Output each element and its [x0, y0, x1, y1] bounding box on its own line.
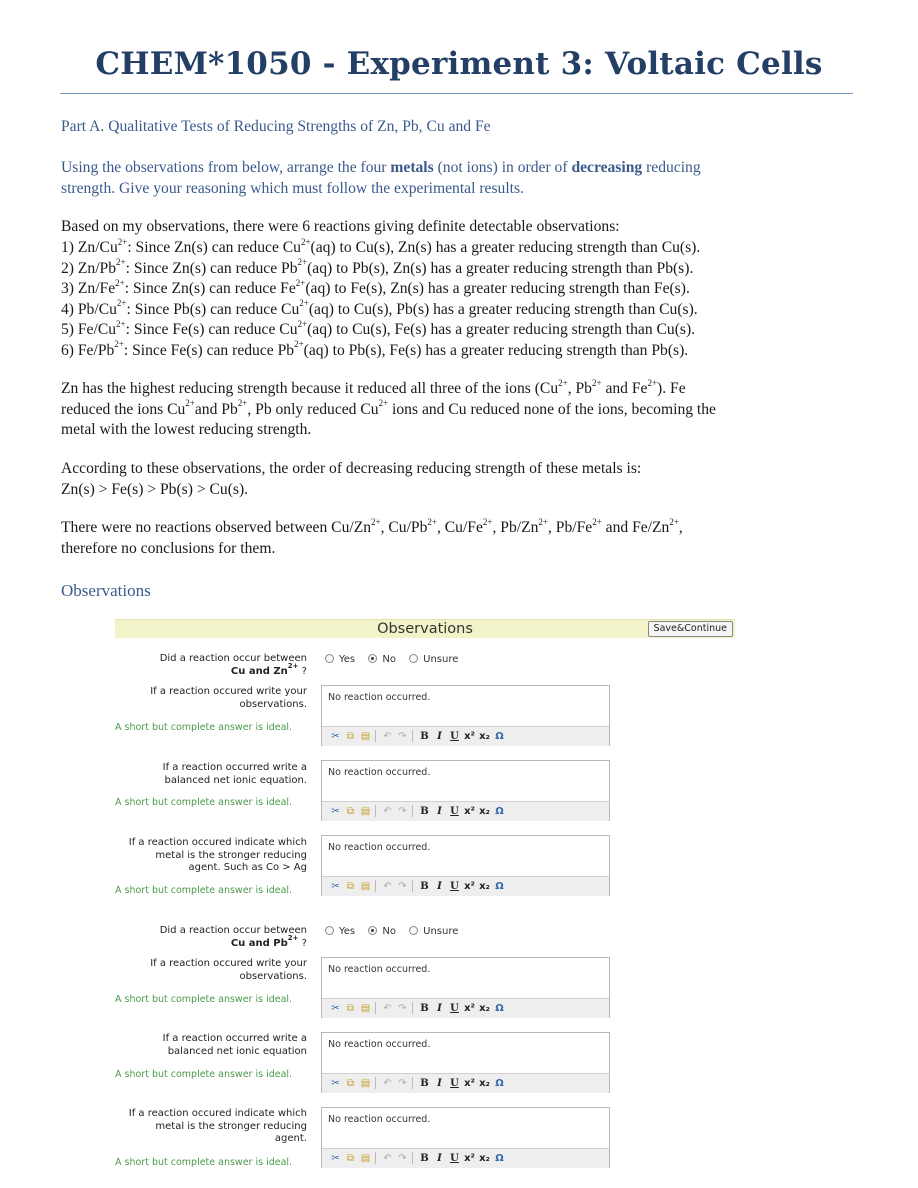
editor-text-area[interactable]: No reaction occurred.	[328, 964, 431, 975]
radio-unsure[interactable]: Unsure	[409, 654, 458, 665]
reaction-line-6: 6) $Fe/Pb^{2+}$: Since Fe(s) can reduce $Pb^{2+}(aq)$ to Pb(s), Fe(s) has a greater reducing strength than Pb(s).	[61, 339, 689, 359]
paste-icon[interactable]: ▤	[360, 731, 371, 742]
editor-toolbar	[322, 876, 609, 896]
special-character-icon[interactable]: Ω	[495, 731, 504, 742]
cut-icon[interactable]: ✂	[331, 731, 340, 742]
question-equation-cu-zn: If a reaction occurred write a balanced net ionic equation.	[162, 762, 307, 786]
reaction-line-3: 3) $Zn/Fe^{2+}$: Since Zn(s) can reduce $Fe^{2+}(aq)$ to Fe(s), Zn(s) has a greater reducing strength than Fe(s).	[61, 277, 690, 297]
editor-text-area[interactable]: No reaction occurred.	[328, 1039, 431, 1050]
save-continue-button[interactable]: Save&Continue	[648, 621, 733, 637]
bold-icon[interactable]: B	[420, 806, 429, 817]
editor-text-area[interactable]: No reaction occurred.	[328, 692, 431, 703]
subscript-icon[interactable]: x₂	[479, 806, 490, 817]
subscript-icon[interactable]: x₂	[479, 1003, 490, 1014]
reaction-line-5: 5) $Fe/Cu^{2+}$: Since Fe(s) can reduce $Cu^{2+}(aq)$ to Cu(s), Fe(s) has a greater reducing strength than Cu(s).	[61, 318, 696, 338]
widget-header-bar	[115, 619, 735, 638]
superscript-icon[interactable]: x²	[464, 881, 475, 892]
reaction-radio-group-cu-zn	[325, 654, 468, 665]
instruction-line-2: strength. Give your reasoning which must follow the experimental results.	[61, 180, 524, 197]
zn-paragraph-line-2: reduced the ions $Cu^{2+}and$ $Pb^{2+}$, Pb only reduced $Cu^{2+}$ ions and Cu reduced none of the ions, becoming the	[61, 398, 716, 418]
copy-icon[interactable]: ⧉	[346, 1078, 355, 1089]
observations-heading: Observations	[61, 581, 151, 600]
paste-icon[interactable]: ▤	[360, 1153, 371, 1164]
radio-yes[interactable]: Yes	[325, 654, 355, 665]
copy-icon[interactable]: ⧉	[346, 1153, 355, 1164]
bold-icon[interactable]: B	[420, 1003, 429, 1014]
widget-title: Observations	[377, 621, 473, 637]
special-character-icon[interactable]: Ω	[495, 881, 504, 892]
radio-yes-circle[interactable]	[325, 926, 334, 935]
copy-icon[interactable]: ⧉	[346, 881, 355, 892]
title-divider	[60, 93, 853, 94]
question-observations-cu-pb: If a reaction occured write your observations.	[150, 958, 307, 982]
cut-icon[interactable]: ✂	[331, 806, 340, 817]
radio-yes[interactable]: Yes	[325, 926, 355, 937]
paste-icon[interactable]: ▤	[360, 1003, 371, 1014]
question-equation-cu-pb: If a reaction occurred write a balanced net ionic equation	[162, 1033, 307, 1057]
answer-hint: A short but complete answer is ideal.	[115, 885, 293, 896]
observations-widget	[115, 619, 735, 1179]
redo-icon[interactable]: ↷	[398, 731, 407, 742]
editor-toolbar	[322, 1148, 609, 1168]
editor-text-area[interactable]: No reaction occurred.	[328, 767, 431, 778]
radio-no[interactable]: No	[368, 926, 396, 937]
cut-icon[interactable]: ✂	[331, 1003, 340, 1014]
radio-unsure-circle[interactable]	[409, 926, 418, 935]
radio-no-circle[interactable]	[368, 654, 377, 663]
italic-icon[interactable]: I	[437, 1003, 442, 1014]
special-character-icon[interactable]: Ω	[495, 1153, 504, 1164]
observations-intro: Based on my observations, there were 6 reactions giving definite detectable observations:	[61, 218, 620, 235]
part-a-heading: Part A. Qualitative Tests of Reducing Strengths of Zn, Pb, Cu and Fe	[61, 118, 491, 135]
answer-hint: A short but complete answer is ideal.	[115, 994, 293, 1005]
paste-icon[interactable]: ▤	[360, 806, 371, 817]
undo-icon[interactable]: ↶	[383, 731, 392, 742]
radio-unsure[interactable]: Unsure	[409, 926, 458, 937]
redo-icon[interactable]: ↷	[398, 1003, 407, 1014]
reaction-radio-group-cu-pb	[325, 926, 468, 937]
reaction-line-4: 4) $Pb/Cu^{2+}$: Since Pb(s) can reduce $Cu^{2+}(aq)$ to Cu(s), Pb(s) has a greater reducing strength than Cu(s).	[61, 298, 698, 318]
editor-text-area[interactable]: No reaction occurred.	[328, 842, 431, 853]
agent-editor-cu-pb[interactable]	[321, 1107, 610, 1168]
cut-icon[interactable]: ✂	[331, 1153, 340, 1164]
italic-icon[interactable]: I	[437, 1153, 442, 1164]
cut-icon[interactable]: ✂	[331, 881, 340, 892]
question-agent-cu-pb: If a reaction occured indicate which metal is the stronger reducing agent.	[128, 1108, 307, 1144]
undo-icon[interactable]: ↶	[383, 881, 392, 892]
underline-icon[interactable]: U	[450, 1153, 459, 1164]
reaction-line-1: 1) $Zn/Cu^{2+}$: Since Zn(s) can reduce $Cu^{2+}(aq)$ to Cu(s), Zn(s) has a greater reducing strength than Cu(s).	[61, 236, 701, 256]
copy-icon[interactable]: ⧉	[346, 1003, 355, 1014]
question-observations-cu-zn: If a reaction occured write your observations.	[150, 686, 307, 710]
copy-icon[interactable]: ⧉	[346, 731, 355, 742]
editor-toolbar	[322, 1073, 609, 1093]
subscript-icon[interactable]: x₂	[479, 881, 490, 892]
answer-hint: A short but complete answer is ideal.	[115, 1157, 293, 1168]
underline-icon[interactable]: U	[450, 806, 459, 817]
special-character-icon[interactable]: Ω	[495, 1078, 504, 1089]
zn-paragraph-line-3: metal with the lowest reducing strength.	[61, 421, 312, 438]
undo-icon[interactable]: ↶	[383, 1003, 392, 1014]
order-result: Zn(s) > Fe(s) > Pb(s) > Cu(s).	[61, 480, 249, 498]
paste-icon[interactable]: ▤	[360, 881, 371, 892]
radio-no[interactable]: No	[368, 654, 396, 665]
radio-yes-circle[interactable]	[325, 654, 334, 663]
redo-icon[interactable]: ↷	[398, 881, 407, 892]
superscript-icon[interactable]: x²	[464, 1078, 475, 1089]
redo-icon[interactable]: ↷	[398, 806, 407, 817]
equation-editor-cu-pb[interactable]	[321, 1032, 610, 1093]
radio-unsure-circle[interactable]	[409, 654, 418, 663]
page-title: CHEM*1050 - Experiment 3: Voltaic Cells	[95, 46, 823, 82]
special-character-icon[interactable]: Ω	[495, 806, 504, 817]
zn-paragraph-line-1: Zn has the highest reducing strength because it reduced all three of the ions ($Cu^{2+}$, $Pb^{2+}$ and $Fe^{2+}$). Fe	[61, 377, 686, 397]
italic-icon[interactable]: I	[437, 1078, 442, 1089]
editor-text-area[interactable]: No reaction occurred.	[328, 1114, 431, 1125]
editor-toolbar	[322, 801, 609, 821]
subscript-icon[interactable]: x₂	[479, 1078, 490, 1089]
question-reaction-cu-pb: Did a reaction occur between Cu and $Pb^{2+}$ ?	[159, 925, 307, 949]
underline-icon[interactable]: U	[450, 881, 459, 892]
bold-icon[interactable]: B	[420, 731, 429, 742]
bold-icon[interactable]: B	[420, 881, 429, 892]
editor-toolbar	[322, 726, 609, 746]
subscript-icon[interactable]: x₂	[479, 1153, 490, 1164]
agent-editor-cu-zn[interactable]	[321, 835, 610, 896]
observations-editor-cu-pb[interactable]	[321, 957, 610, 1018]
question-agent-cu-zn: If a reaction occured indicate which metal is the stronger reducing agent. Such as Co > Ag	[128, 837, 307, 873]
underline-icon[interactable]: U	[450, 1003, 459, 1014]
underline-icon[interactable]: U	[450, 731, 459, 742]
reaction-line-2: 2) $Zn/Pb^{2+}$: Since Zn(s) can reduce $Pb^{2+}(aq)$ to Pb(s), Zn(s) has a greater reducing strength than Pb(s).	[61, 257, 694, 277]
equation-editor-cu-zn[interactable]	[321, 760, 610, 821]
redo-icon[interactable]: ↷	[398, 1078, 407, 1089]
cut-icon[interactable]: ✂	[331, 1078, 340, 1089]
undo-icon[interactable]: ↶	[383, 1153, 392, 1164]
question-reaction-cu-zn: Did a reaction occur between Cu and $Zn^{2+}$ ?	[159, 653, 307, 677]
superscript-icon[interactable]: x²	[464, 806, 475, 817]
radio-no-circle[interactable]	[368, 926, 377, 935]
redo-icon[interactable]: ↷	[398, 1153, 407, 1164]
order-intro: According to these observations, the order of decreasing reducing strength of these metals is:	[61, 460, 642, 477]
paste-icon[interactable]: ▤	[360, 1078, 371, 1089]
answer-hint: A short but complete answer is ideal.	[115, 1069, 293, 1080]
subscript-icon[interactable]: x₂	[479, 731, 490, 742]
italic-icon[interactable]: I	[437, 806, 442, 817]
italic-icon[interactable]: I	[437, 731, 442, 742]
no-reactions-line-2: therefore no conclusions for them.	[61, 539, 276, 557]
bold-icon[interactable]: B	[420, 1078, 429, 1089]
editor-toolbar	[322, 998, 609, 1018]
copy-icon[interactable]: ⧉	[346, 806, 355, 817]
observations-editor-cu-zn[interactable]	[321, 685, 610, 746]
superscript-icon[interactable]: x²	[464, 1003, 475, 1014]
answer-hint: A short but complete answer is ideal.	[115, 722, 293, 733]
underline-icon[interactable]: U	[450, 1078, 459, 1089]
superscript-icon[interactable]: x²	[464, 1153, 475, 1164]
undo-icon[interactable]: ↶	[383, 806, 392, 817]
no-reactions-line-1: There were no reactions observed between $Cu/Zn^{2+}$, $Cu/Pb^{2+}$, $Cu/Fe^{2+}$, $Pb/Zn^{2+}$, $Pb/Fe^{2+}$ and $Fe/Zn^{2+}$,	[61, 516, 683, 536]
italic-icon[interactable]: I	[437, 881, 442, 892]
special-character-icon[interactable]: Ω	[495, 1003, 504, 1014]
bold-icon[interactable]: B	[420, 1153, 429, 1164]
answer-hint: A short but complete answer is ideal.	[115, 797, 293, 808]
instruction-line-1: Using the observations from below, arrange the four metals (not ions) in order of decreasing reducing	[61, 159, 701, 176]
superscript-icon[interactable]: x²	[464, 731, 475, 742]
undo-icon[interactable]: ↶	[383, 1078, 392, 1089]
